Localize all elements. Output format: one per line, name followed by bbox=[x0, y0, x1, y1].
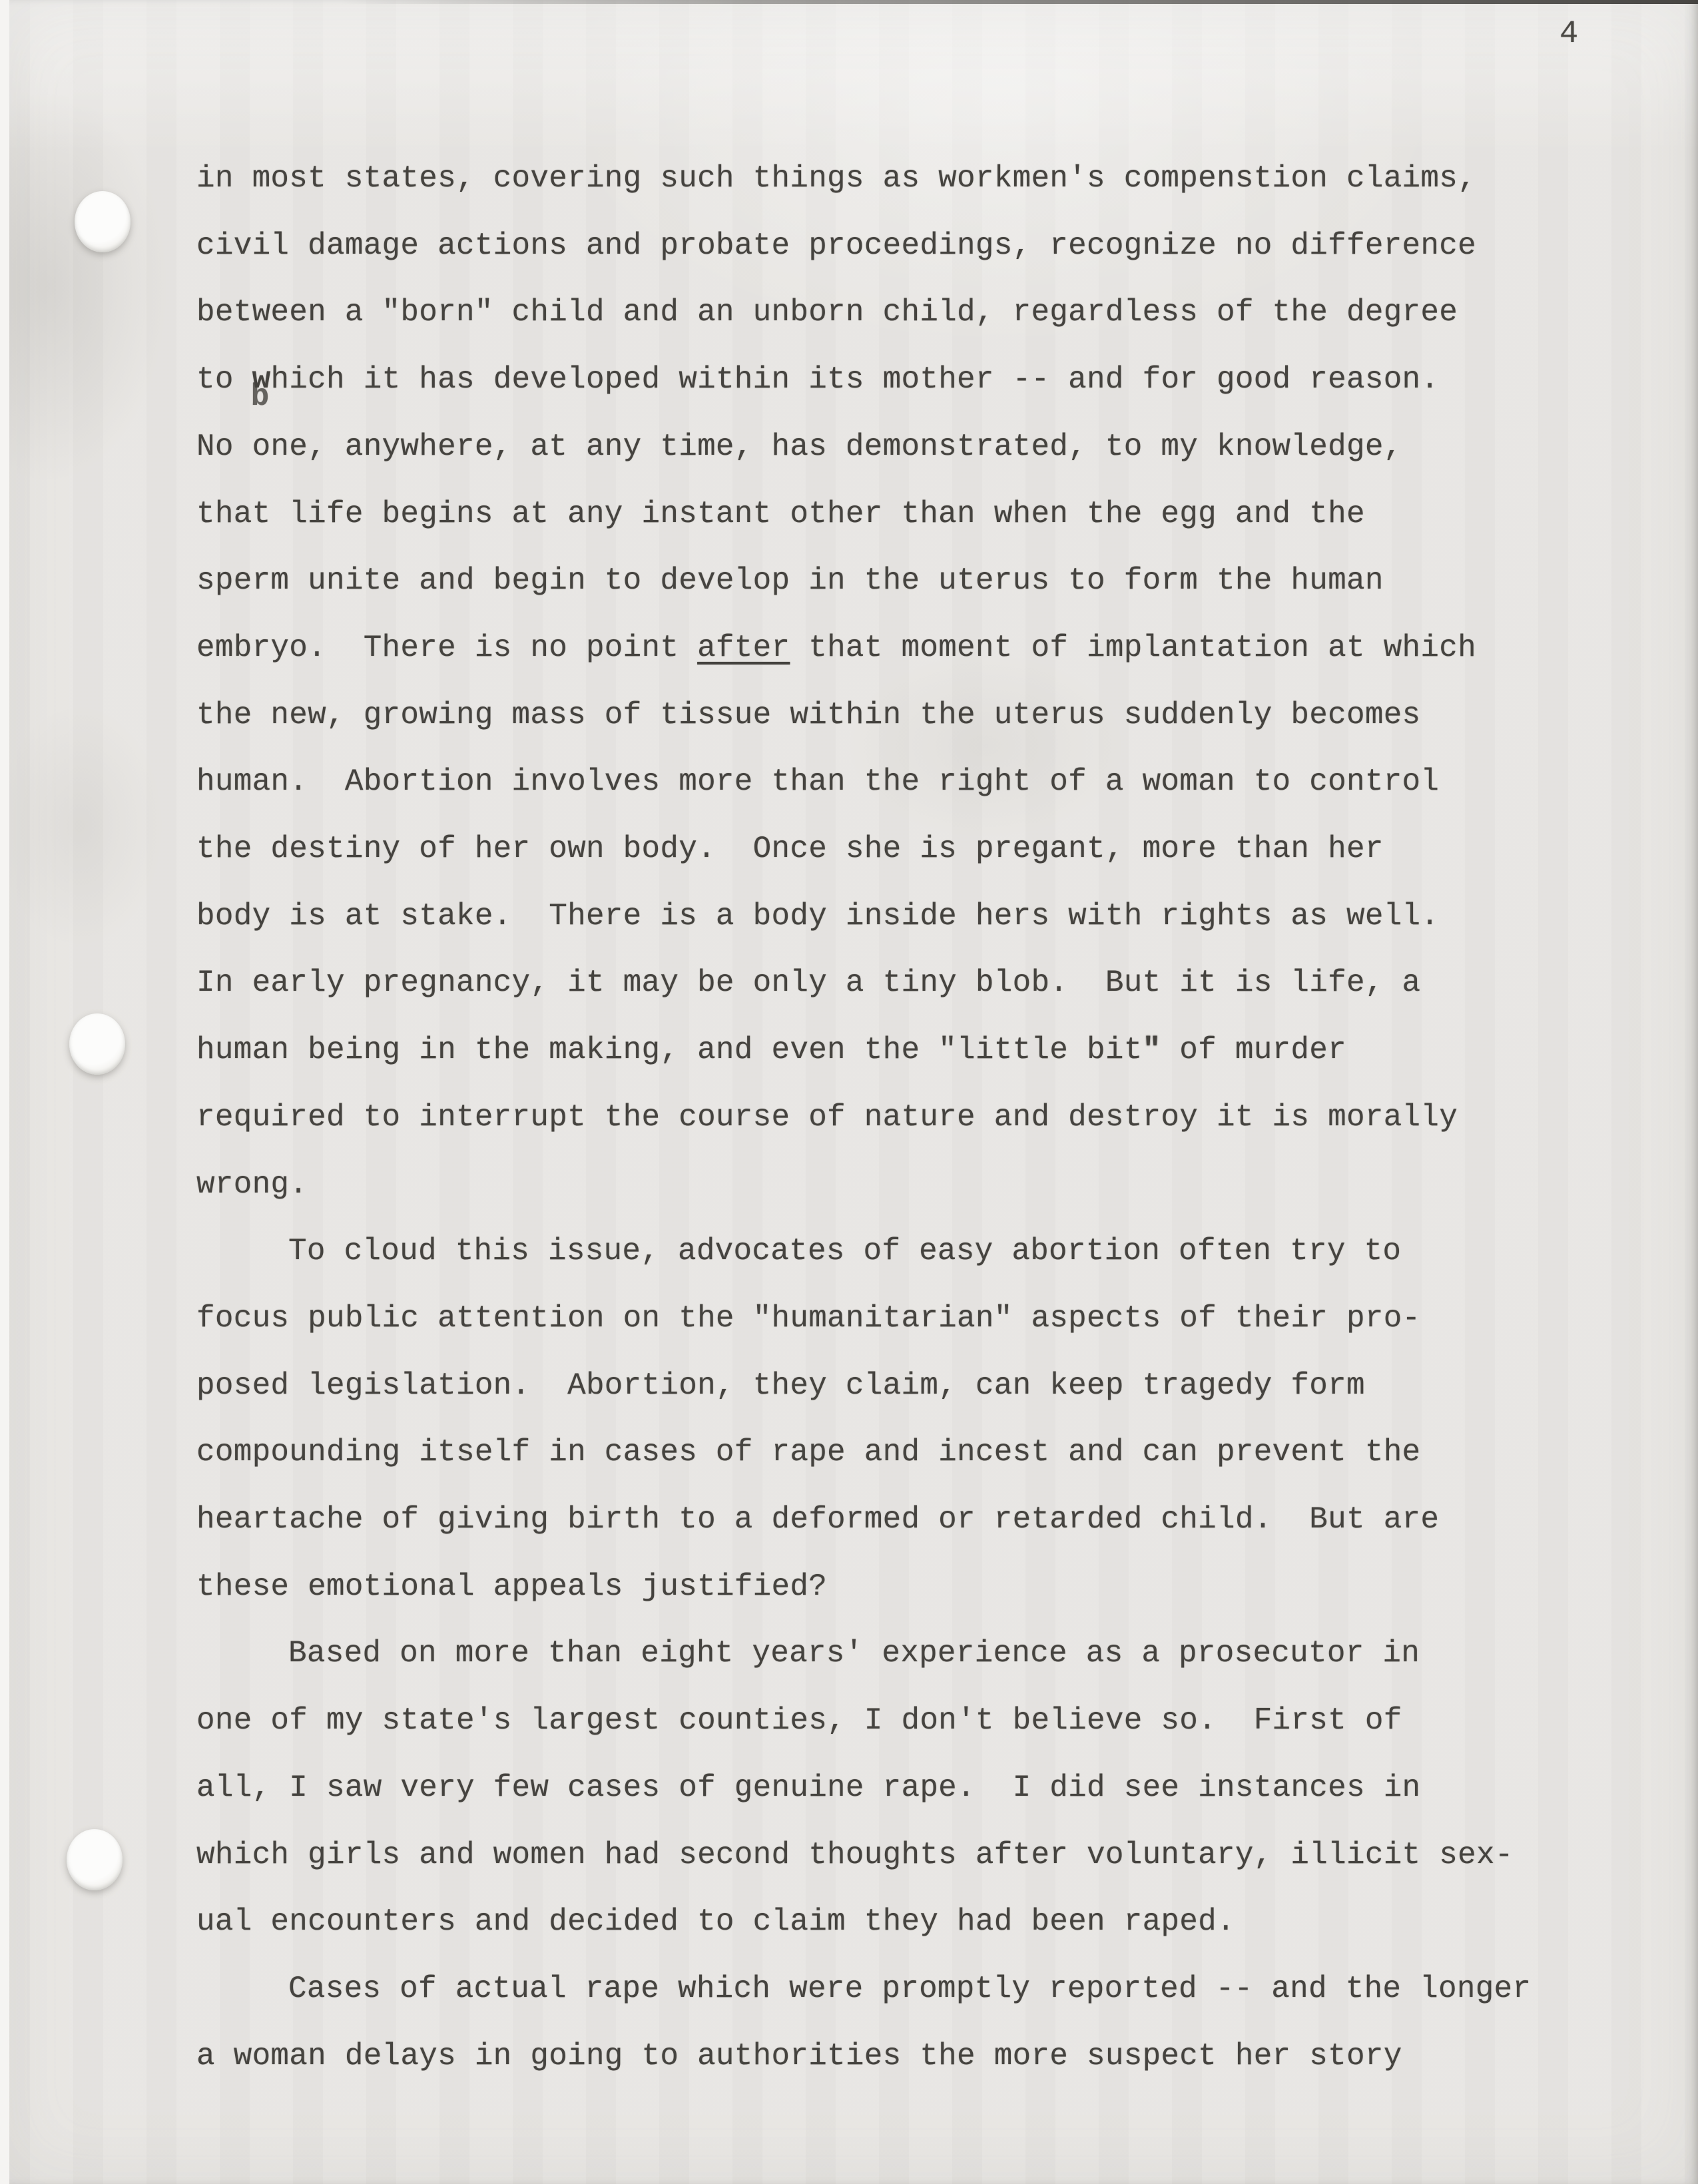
page-number: 4 bbox=[1559, 17, 1579, 52]
text-segment: body is at stake. There is a body inside hers with rights as well. bbox=[196, 898, 1440, 934]
text-line bbox=[196, 1486, 1581, 1553]
text-line bbox=[196, 1352, 1581, 1420]
text-body bbox=[196, 145, 1581, 2089]
text-line bbox=[196, 481, 1581, 548]
text-line bbox=[196, 1956, 1581, 2023]
text-line bbox=[196, 1218, 1581, 1285]
text-line bbox=[196, 816, 1581, 883]
text-line bbox=[196, 1687, 1581, 1755]
text-segment: focus public attention on the "humanitarian" aspects of their pro- bbox=[196, 1300, 1421, 1336]
text-segment: in most states, covering such things as workmen's compenstion claims, bbox=[196, 161, 1476, 196]
text-line bbox=[196, 413, 1581, 481]
text-segment: embryo. There is no point bbox=[196, 630, 698, 665]
overtyped-char: w b bbox=[252, 362, 271, 397]
text-line bbox=[196, 682, 1581, 749]
text-segment: sperm unite and begin to develop in the uterus to form the human bbox=[196, 563, 1384, 599]
text-segment: to bbox=[196, 362, 252, 398]
text-line bbox=[196, 1620, 1581, 1687]
text-line bbox=[196, 1888, 1581, 1956]
text-segment: human being in the making, and even the "little bit bbox=[196, 1033, 1143, 1068]
text-segment: ual encounters and decided to claim they had been raped. bbox=[196, 1904, 1235, 1940]
text-segment: the new, growing mass of tissue within the uterus suddenly becomes bbox=[196, 697, 1421, 732]
text-segment: hich it has developed within its mother -- and for good reason. bbox=[270, 362, 1440, 398]
text-line bbox=[196, 1285, 1581, 1352]
text-line bbox=[196, 1084, 1581, 1151]
text-segment: heartache of giving birth to a deformed or retarded child. But are bbox=[196, 1502, 1440, 1537]
text-line bbox=[196, 2023, 1581, 2090]
punch-hole bbox=[67, 1829, 123, 1890]
text-segment: of murder bbox=[1161, 1033, 1346, 1068]
text-line bbox=[196, 279, 1581, 346]
text-line bbox=[196, 145, 1581, 212]
text-segment: compounding itself in cases of rape and incest and can prevent the bbox=[196, 1435, 1421, 1470]
text-segment: all, I saw very few cases of genuine rape. I did see instances in bbox=[196, 1770, 1421, 1805]
text-line bbox=[196, 1151, 1581, 1219]
text-line bbox=[196, 1822, 1581, 1889]
text-line bbox=[196, 883, 1581, 950]
text-segment: To cloud this issue, advocates of easy abortion often try to bbox=[288, 1234, 1402, 1269]
punch-hole bbox=[69, 1013, 125, 1075]
text-line bbox=[196, 1017, 1581, 1084]
text-line bbox=[196, 1553, 1581, 1621]
text-segment: the destiny of her own body. Once she is pregant, more than her bbox=[196, 832, 1384, 867]
text-line bbox=[196, 212, 1581, 280]
text-line bbox=[196, 346, 1581, 413]
text-segment: one of my state's largest counties, I don't believe so. First of bbox=[196, 1703, 1402, 1739]
text-line bbox=[196, 547, 1581, 615]
text-segment: " bbox=[1142, 1033, 1161, 1068]
text-segment: that moment of implantation at which bbox=[790, 630, 1476, 665]
underlined-word: after bbox=[697, 630, 790, 665]
text-segment: posed legislation. Abortion, they claim, can keep tragedy form bbox=[196, 1368, 1365, 1403]
text-segment: that life begins at any instant other than when the egg and the bbox=[196, 496, 1365, 531]
text-segment: Cases of actual rape which were promptly reported -- and the longer bbox=[288, 1971, 1532, 2006]
text-line bbox=[196, 748, 1581, 816]
scan-edge-left bbox=[0, 0, 9, 2184]
text-segment: between a "born" child and an unborn child, regardless of the degree bbox=[196, 295, 1458, 330]
text-segment: required to interrupt the course of nature and destroy it is morally bbox=[196, 1099, 1458, 1135]
text-segment: Based on more than eight years' experience as a prosecutor in bbox=[288, 1636, 1420, 1671]
text-segment: which girls and women had second thoughts after voluntary, illicit sex- bbox=[196, 1837, 1514, 1872]
text-line bbox=[196, 1755, 1581, 1822]
text-segment: a woman delays in going to authorities the more suspect her story bbox=[196, 2038, 1402, 2073]
text-segment: In early pregnancy, it may be only a tiny blob. But it is life, a bbox=[196, 965, 1421, 1001]
text-segment: these emotional appeals justified? bbox=[196, 1569, 828, 1604]
text-segment: civil damage actions and probate proceedings, recognize no difference bbox=[196, 228, 1476, 263]
text-line bbox=[196, 1419, 1581, 1486]
text-segment: human. Abortion involves more than the right of a woman to control bbox=[196, 764, 1440, 800]
text-line bbox=[196, 950, 1581, 1017]
text-segment: No one, anywhere, at any time, has demonstrated, to my knowledge, bbox=[196, 429, 1402, 464]
scan-edge-top bbox=[0, 0, 1698, 4]
punch-hole bbox=[75, 191, 131, 252]
text-line bbox=[196, 615, 1581, 682]
text-segment: wrong. bbox=[196, 1167, 308, 1202]
